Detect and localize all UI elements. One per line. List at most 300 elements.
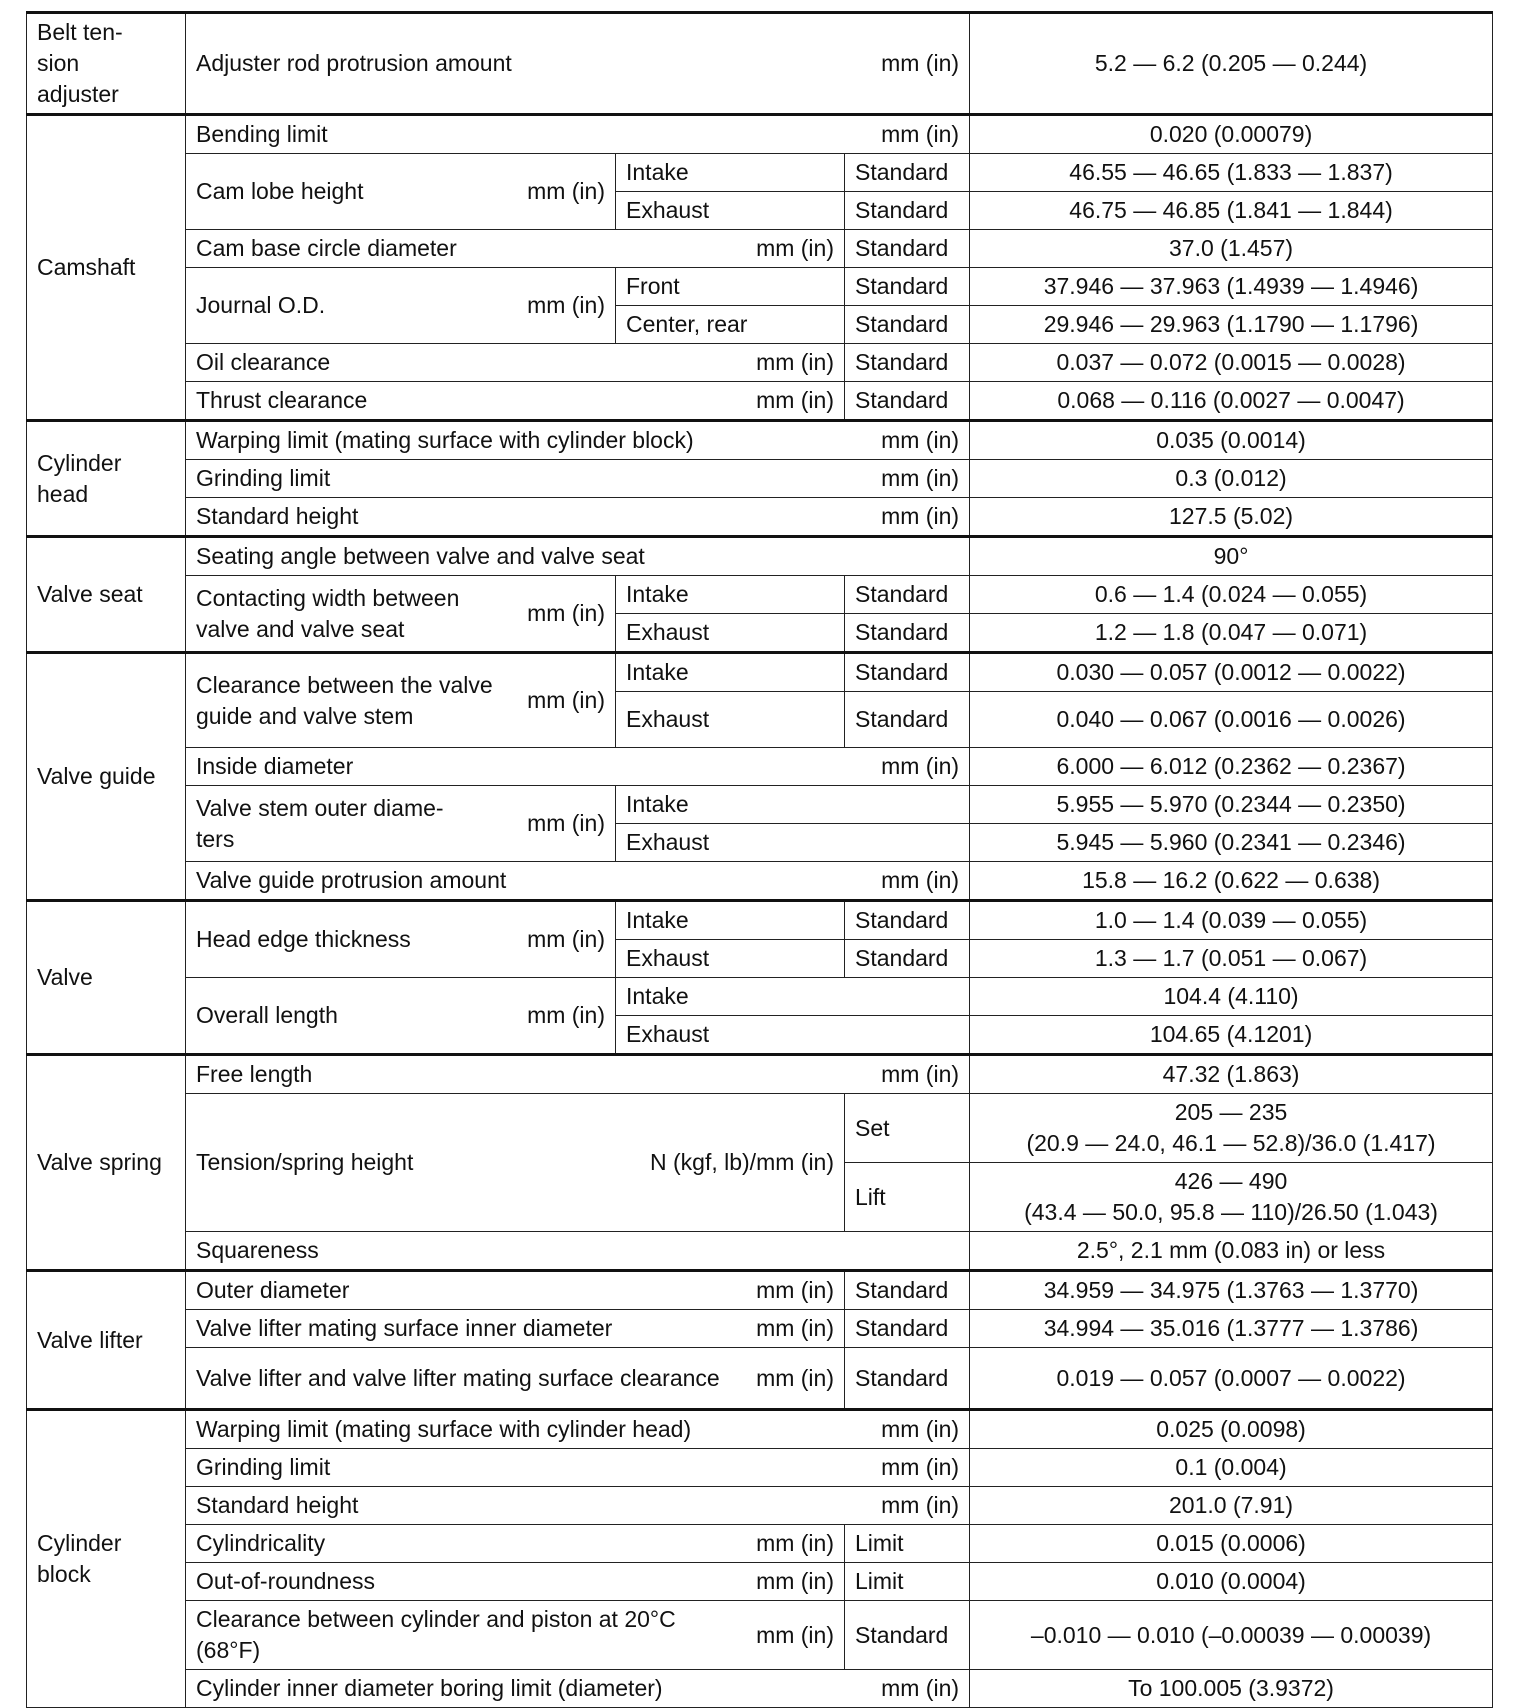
spec-label-cell [186,1310,845,1348]
spec-sub-text: Intake [626,581,689,607]
spec-sub [616,786,970,824]
spec-value-text: 201.0 (7.91) [1169,1492,1294,1518]
spec-label: Valve guide protrusion amount [196,867,507,893]
spec-row [27,978,1493,1016]
spec-value [970,748,1493,786]
spec-label: Oil clearance [196,349,331,375]
spec-value-text: 15.8 — 16.2 (0.622 — 0.638) [1082,867,1380,893]
spec-value-text: 5.945 — 5.960 (0.2341 — 0.2346) [1056,829,1406,855]
spec-label-wrap [196,1528,834,1559]
spec-label-cell [186,653,616,748]
spec-label-cell [186,786,616,862]
section-title [27,1271,186,1410]
spec-sub-text: Center, rear [626,311,748,337]
spec-value [970,192,1493,230]
spec-label-cell [186,382,845,421]
spec-label: Warping limit (mating surface with cylinder head) [196,1416,692,1442]
spec-class-text: Standard [855,1621,949,1648]
spec-value [970,1055,1493,1094]
spec-label-wrap [196,1000,605,1031]
spec-value-text: 205 — 235 (20.9 — 24.0, 46.1 — 52.8)/36.0 (1.417) [1026,1099,1436,1156]
spec-row [27,1310,1493,1348]
spec-label-cell [186,498,970,537]
spec-value-text: –0.010 — 0.010 (–0.00039 — 0.00039) [1030,1621,1432,1648]
spec-unit: mm (in) [756,1621,834,1648]
spec-value [970,537,1493,576]
spec-value [970,1271,1493,1310]
spec-label: Cam base circle diameter [196,235,457,261]
spec-label: Warping limit (mating surface with cylinder block) [196,427,694,453]
spec-class-text: Standard [855,1277,949,1303]
spec-value-text: 127.5 (5.02) [1169,503,1294,529]
spec-value-text: 0.035 (0.0014) [1156,427,1306,453]
spec-row [27,1487,1493,1525]
spec-row [27,1271,1493,1310]
spec-value [970,1525,1493,1563]
section-title [27,901,186,1055]
spec-class [845,1348,970,1410]
spec-class [845,901,970,940]
spec-row [27,862,1493,901]
spec-label: Standard height [196,1492,359,1518]
spec-table [26,11,1493,1708]
spec-value [970,230,1493,268]
spec-label-wrap [196,119,959,150]
spec-value-text: 47.32 (1.863) [1162,1061,1300,1087]
spec-label-wrap [196,1059,959,1090]
spec-label: Outer diameter [196,1277,350,1303]
spec-value [970,1449,1493,1487]
spec-label-wrap [196,1566,834,1597]
spec-label: Grinding limit [196,465,331,491]
spec-sub [616,901,845,940]
spec-value [970,576,1493,614]
spec-label-wrap [196,385,834,416]
spec-value-text: 1.0 — 1.4 (0.039 — 0.055) [1094,907,1368,933]
spec-class-text: Standard [855,581,949,607]
spec-value-text: 46.55 — 46.65 (1.833 — 1.837) [1069,159,1393,185]
spec-unit: mm (in) [756,1364,834,1391]
spec-label-cell [186,1348,845,1410]
spec-sub-text: Intake [626,791,689,817]
spec-row [27,1410,1493,1449]
spec-class-text: Standard [855,197,949,223]
spec-row [27,653,1493,692]
spec-value-text: 0.010 (0.0004) [1156,1568,1306,1594]
spec-label-wrap [196,463,959,494]
spec-label-wrap [196,1414,959,1445]
section-title-text: Belt ten- sion adjuster [37,19,123,107]
spec-value [970,154,1493,192]
spec-class [845,306,970,344]
spec-value [970,1310,1493,1348]
section-title [27,115,186,421]
spec-unit: mm (in) [527,600,605,626]
spec-label-wrap [196,793,605,855]
spec-value-text: 104.65 (4.1201) [1149,1021,1313,1047]
spec-label: Overall length [196,1002,338,1028]
spec-label-cell [186,268,616,344]
spec-value [970,1348,1493,1410]
spec-label-cell [186,1525,845,1563]
spec-value [970,498,1493,537]
spec-row [27,1055,1493,1094]
spec-sub [616,1016,970,1055]
spec-unit: mm (in) [527,810,605,836]
spec-class-text: Standard [855,387,949,413]
spec-unit: mm (in) [881,1454,960,1480]
spec-value [970,786,1493,824]
spec-label-wrap [196,583,605,645]
spec-value-text: 0.068 — 0.116 (0.0027 — 0.0047) [1057,387,1405,413]
section-title-text: Cylinder block [37,1530,122,1587]
spec-label: Cam lobe height [196,178,364,204]
spec-sub [616,154,845,192]
spec-value [970,115,1493,154]
spec-sub-text: Intake [626,907,689,933]
spec-label-cell [186,460,970,498]
spec-value [970,1563,1493,1601]
spec-label-wrap [196,501,959,532]
spec-class [845,382,970,421]
spec-value-text: 104.4 (4.110) [1163,983,1299,1009]
spec-label-wrap [196,541,959,572]
spec-row [27,382,1493,421]
spec-label-cell [186,115,970,154]
section-title [27,537,186,653]
spec-class-text: Standard [855,945,949,971]
spec-label-cell [186,421,970,460]
spec-value [970,1232,1493,1271]
section-title-text: Valve seat [37,581,143,607]
section-title-text: Valve spring [37,1149,162,1175]
spec-value-text: 0.020 (0.00079) [1149,121,1313,147]
spec-row [27,13,1493,115]
section-title-text: Camshaft [37,254,136,280]
spec-unit: mm (in) [756,235,834,261]
spec-label-wrap [196,1452,959,1483]
spec-class-text: Standard [855,659,949,685]
spec-class [845,653,970,692]
spec-row [27,786,1493,824]
spec-value-text: 29.946 — 29.963 (1.1790 — 1.1796) [1043,311,1419,337]
spec-unit: mm (in) [527,178,605,204]
spec-row [27,576,1493,614]
spec-unit: mm (in) [881,1675,960,1701]
spec-class [845,614,970,653]
spec-sub [616,306,845,344]
section-title [27,1410,186,1708]
spec-class [845,1310,970,1348]
spec-value [970,692,1493,748]
spec-label: Valve lifter and valve lifter mating surface clearance [196,1364,720,1391]
spec-label-cell [186,1563,845,1601]
spec-unit: mm (in) [527,687,605,713]
spec-unit: mm (in) [881,1416,960,1442]
spec-unit: mm (in) [527,1002,605,1028]
spec-value [970,1410,1493,1449]
spec-sub [616,824,970,862]
spec-class-text: Standard [855,706,949,732]
spec-label-cell [186,1487,970,1525]
spec-unit: mm (in) [527,292,605,318]
section-title-text: Valve lifter [37,1326,143,1353]
spec-class-text: Standard [855,311,949,337]
spec-row [27,268,1493,306]
spec-row [27,460,1493,498]
spec-class [845,1094,970,1163]
spec-value [970,1016,1493,1055]
spec-label-wrap [196,1363,834,1394]
spec-label: Contacting width between valve and valve seat [196,584,460,642]
spec-label-wrap [196,347,834,378]
spec-label-wrap [196,233,834,264]
spec-class [845,154,970,192]
spec-unit: mm (in) [881,121,960,147]
spec-row [27,1094,1493,1163]
spec-label-cell [186,1601,845,1670]
spec-value-text: 46.75 — 46.85 (1.841 — 1.844) [1069,197,1393,223]
spec-row [27,1525,1493,1563]
spec-value [970,940,1493,978]
spec-unit: mm (in) [756,349,834,375]
spec-sub [616,653,845,692]
spec-value-text: To 100.005 (3.9372) [1128,1675,1334,1701]
spec-value [970,1487,1493,1525]
spec-unit: mm (in) [881,753,960,779]
spec-label: Adjuster rod protrusion amount [196,50,512,76]
spec-value-text: 5.2 — 6.2 (0.205 — 0.244) [1094,50,1368,76]
spec-class [845,268,970,306]
spec-label-wrap [196,751,959,782]
spec-class-text: Standard [855,349,949,375]
spec-label: Bending limit [196,121,328,147]
spec-label-cell [186,230,845,268]
spec-row [27,154,1493,192]
spec-unit: mm (in) [527,926,605,952]
spec-class [845,1163,970,1232]
spec-label: Cylinder inner diameter boring limit (diameter) [196,1675,663,1701]
spec-label: Tension/spring height [196,1149,414,1175]
spec-class-text: Limit [855,1568,904,1594]
spec-class-text: Standard [855,159,949,185]
spec-label: Squareness [196,1237,319,1263]
spec-value [970,268,1493,306]
spec-label-cell [186,748,970,786]
spec-sub [616,978,970,1016]
spec-row [27,1563,1493,1601]
spec-label-cell [186,1055,970,1094]
spec-label-cell [186,154,616,230]
section-title [27,421,186,537]
spec-label-cell [186,862,970,901]
spec-row [27,1232,1493,1271]
spec-value-text: 34.994 — 35.016 (1.3777 — 1.3786) [1043,1315,1419,1341]
spec-class [845,1563,970,1601]
spec-label-wrap [196,924,605,955]
spec-unit: mm (in) [881,1492,960,1518]
spec-label: Head edge thickness [196,926,411,952]
spec-sub [616,268,845,306]
spec-row [27,421,1493,460]
spec-label: Inside diameter [196,753,354,779]
spec-value [970,421,1493,460]
spec-unit: mm (in) [756,387,834,413]
spec-value-text: 426 — 490 (43.4 — 50.0, 95.8 — 110)/26.50 (1.043) [1024,1168,1438,1225]
spec-class-text: Standard [855,1364,949,1391]
spec-class [845,576,970,614]
spec-row [27,115,1493,154]
spec-value-text: 0.037 — 0.072 (0.0015 — 0.0028) [1056,349,1406,375]
spec-unit: mm (in) [881,465,960,491]
spec-value-text: 0.6 — 1.4 (0.024 — 0.055) [1094,581,1368,607]
spec-row [27,344,1493,382]
spec-label: Thrust clearance [196,387,368,413]
spec-value [970,13,1493,115]
spec-label-cell [186,1094,845,1232]
spec-label: Standard height [196,503,359,529]
section-title [27,653,186,901]
spec-label-cell [186,978,616,1055]
spec-class [845,1601,970,1670]
spec-value-text: 0.015 (0.0006) [1156,1530,1306,1556]
spec-value-text: 0.030 — 0.057 (0.0012 — 0.0022) [1056,659,1406,685]
spec-value [970,1601,1493,1670]
spec-sub-text: Front [626,273,680,299]
spec-value [970,344,1493,382]
spec-value [970,382,1493,421]
spec-class [845,230,970,268]
spec-value-text: 37.946 — 37.963 (1.4939 — 1.4946) [1043,273,1419,299]
spec-sub-text: Exhaust [626,1021,710,1047]
spec-value-text: 1.3 — 1.7 (0.051 — 0.067) [1094,945,1368,971]
spec-label-cell [186,1410,970,1449]
spec-unit: mm (in) [881,50,960,76]
spec-label-cell [186,537,970,576]
spec-value [970,614,1493,653]
spec-label-cell [186,1449,970,1487]
spec-value-text: 90° [1213,543,1249,569]
spec-label-cell [186,576,616,653]
spec-unit: mm (in) [756,1568,834,1594]
spec-label-cell [186,901,616,978]
spec-value [970,460,1493,498]
section-title [27,1055,186,1271]
spec-class-text: Standard [855,235,949,261]
spec-class-text: Standard [855,273,949,299]
spec-row [27,1601,1493,1670]
spec-label: Journal O.D. [196,292,326,318]
section-title-text: Valve guide [37,763,156,789]
spec-sub-text: Exhaust [626,945,710,971]
spec-sub [616,692,845,748]
spec-label-wrap [196,1673,959,1704]
spec-value-text: 2.5°, 2.1 mm (0.083 in) or less [1076,1237,1386,1263]
section-title [27,13,186,115]
spec-class-text: Standard [855,1315,949,1341]
spec-class-text: Standard [855,907,949,933]
spec-value-text: 0.019 — 0.057 (0.0007 — 0.0022) [1056,1364,1406,1391]
spec-label-wrap [196,290,605,321]
spec-sub [616,576,845,614]
spec-class [845,692,970,748]
spec-label-wrap [196,1490,959,1521]
spec-sub-text: Exhaust [626,829,710,855]
spec-label-wrap [196,1313,834,1344]
spec-class [845,940,970,978]
spec-row [27,1348,1493,1410]
spec-class-text: Lift [855,1183,886,1210]
spec-value [970,653,1493,692]
spec-label-wrap [196,865,959,896]
spec-value-text: 6.000 — 6.012 (0.2362 — 0.2367) [1056,753,1406,779]
spec-label: Seating angle between valve and valve seat [196,543,645,569]
spec-value-text: 0.3 (0.012) [1175,465,1287,491]
spec-value-text: 1.2 — 1.8 (0.047 — 0.071) [1094,619,1368,645]
spec-row [27,230,1493,268]
spec-class-text: Set [855,1114,890,1141]
spec-class [845,1271,970,1310]
spec-value [970,1163,1493,1232]
spec-class [845,344,970,382]
spec-class-text: Limit [855,1530,904,1556]
spec-label: Clearance between cylinder and piston at 20°C (68°F) [196,1606,676,1663]
spec-unit: mm (in) [881,427,960,453]
spec-value-text: 0.1 (0.004) [1175,1454,1287,1480]
spec-row [27,1449,1493,1487]
spec-label-wrap [196,1275,834,1306]
spec-label: Free length [196,1061,313,1087]
spec-sub-text: Intake [626,159,689,185]
spec-sub-text: Exhaust [626,197,710,223]
spec-label: Grinding limit [196,1454,331,1480]
spec-unit: mm (in) [881,503,960,529]
spec-sub-text: Intake [626,659,689,685]
spec-label: Clearance between the valve guide and valve stem [196,671,493,729]
spec-value [970,306,1493,344]
spec-unit: mm (in) [756,1277,834,1303]
spec-unit: N (kgf, lb)/mm (in) [650,1149,834,1175]
spec-value [970,862,1493,901]
spec-sub [616,614,845,653]
spec-unit: mm (in) [756,1315,834,1341]
spec-sub-text: Exhaust [626,619,710,645]
spec-value [970,978,1493,1016]
spec-label-cell [186,1271,845,1310]
spec-row [27,748,1493,786]
spec-class [845,1525,970,1563]
spec-label: Valve lifter mating surface inner diameter [196,1315,613,1341]
spec-sub-text: Exhaust [626,706,710,732]
spec-value [970,901,1493,940]
spec-class [845,192,970,230]
spec-value-text: 37.0 (1.457) [1169,235,1294,261]
spec-row [27,537,1493,576]
spec-label-cell [186,13,970,115]
spec-sub-text: Intake [626,983,689,1009]
spec-label-cell [186,344,845,382]
spec-value-text: 34.959 — 34.975 (1.3763 — 1.3770) [1043,1277,1419,1303]
spec-unit: mm (in) [881,1061,960,1087]
spec-value-text: 5.955 — 5.970 (0.2344 — 0.2350) [1056,791,1406,817]
section-title-text: Valve [37,964,93,990]
spec-class-text: Standard [855,619,949,645]
spec-value [970,824,1493,862]
spec-value-text: 0.040 — 0.067 (0.0016 — 0.0026) [1056,706,1406,732]
spec-label-wrap [196,425,959,456]
spec-row [27,498,1493,537]
spec-value [970,1094,1493,1163]
